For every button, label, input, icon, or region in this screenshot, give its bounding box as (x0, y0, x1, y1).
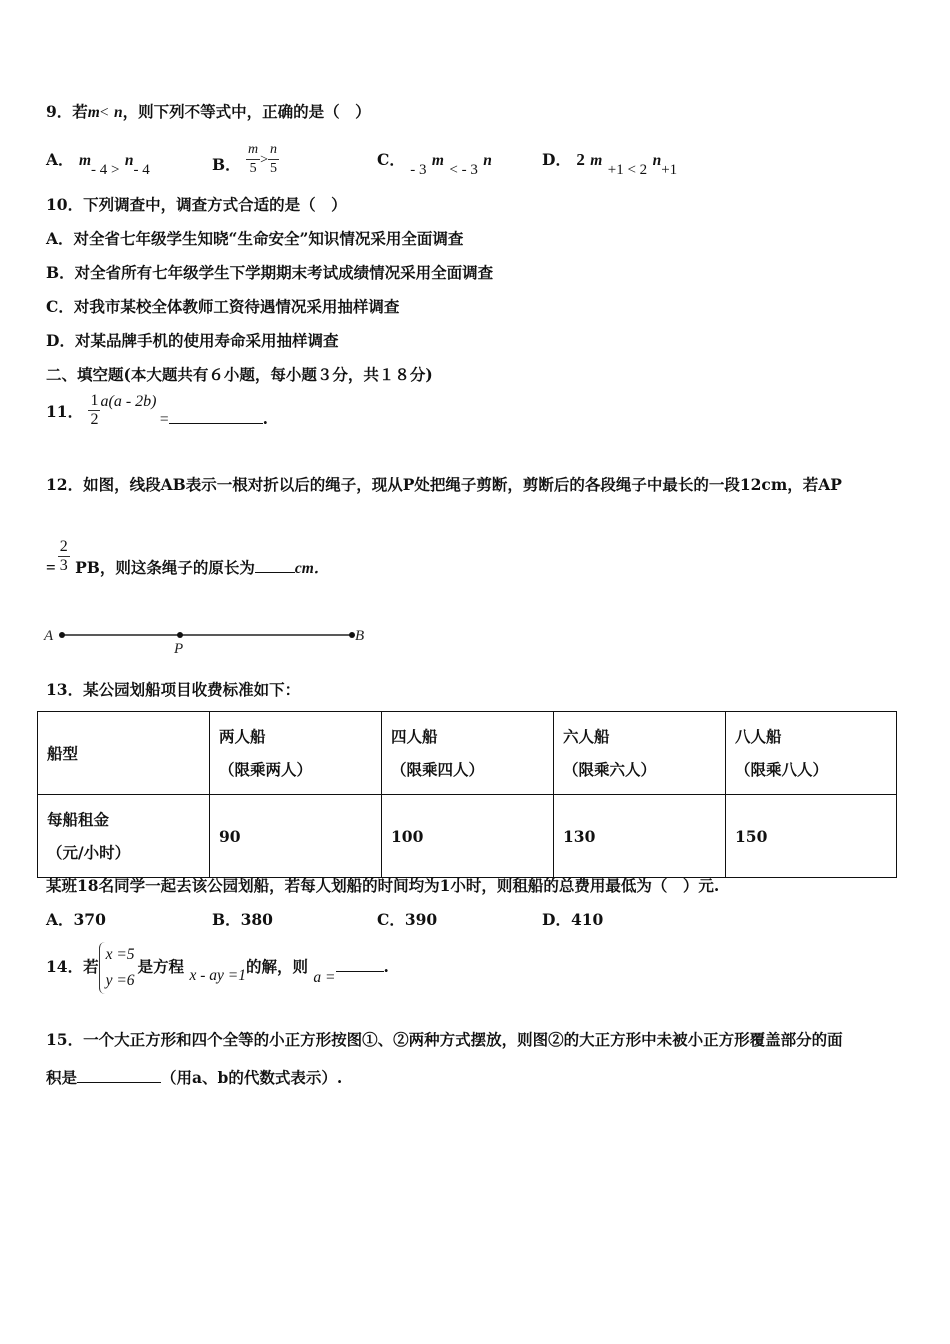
q15-answer-blank[interactable] (77, 1068, 161, 1083)
q10-option-c: C．对我市某校全体教师工资待遇情况采用抽样调查 (46, 297, 400, 316)
q10-stem: 10．下列调查中，调查方式合适的是（ ） (46, 195, 347, 214)
table-row (38, 795, 897, 878)
point-p-dot (177, 632, 183, 638)
q14-answer-blank[interactable] (336, 957, 384, 972)
q9-option-a: A． m- 4 > n- 4 (46, 150, 150, 178)
q15-line2: 积是 （用a、b的代数式表示）. (46, 1068, 343, 1087)
label-p: P (174, 641, 184, 657)
table-row (38, 712, 897, 795)
q10-option-a: A．对全省七年级学生知晓“生命安全”知识情况采用全面调查 (46, 229, 464, 248)
table-header-cell: 船型 (38, 712, 210, 795)
table-cell: 四人船 （限乘四人） (382, 712, 554, 795)
q9-stem: 9．若m< n，则下列不等式中，正确的是（ ） (46, 102, 371, 121)
equation-system: x =5 y =6 (99, 942, 135, 994)
label-a: A (44, 628, 54, 644)
table-cell: 六人船 （限乘六人） (554, 712, 726, 795)
q11-answer-blank[interactable] (169, 409, 263, 424)
q12-line1: 12．如图，线段AB表示一根对折以后的绳子，现从P处把绳子剪断，剪断后的各段绳子中最长的一段12cm，若AP (46, 475, 842, 494)
q13-option-b: B．380 (212, 910, 273, 929)
q9-option-c: C． - 3 m < - 3 n (377, 150, 492, 178)
section-title: 二、填空题(本大题共有６小题，每小题３分，共１８分) (46, 365, 433, 384)
label-b: B (355, 628, 365, 644)
q15-line1: 15．一个大正方形和四个全等的小正方形按图①、②两种方式摆放，则图②的大正方形中未被小正方形覆盖部分的面 (46, 1030, 843, 1049)
table-cell: 90 (210, 795, 382, 878)
table-cell: 八人船 （限乘八人） (726, 712, 897, 795)
table-cell: 100 (382, 795, 554, 878)
rope-figure (40, 620, 380, 660)
q10-option-b: B．对全省所有七年级学生下学期期末考试成绩情况采用全面调查 (46, 263, 494, 282)
q13-stem: 13．某公园划船项目收费标准如下： (46, 680, 301, 699)
q9-option-b: B． $\frac{m}{5}$ > $\frac{n}{5}$ (212, 142, 278, 176)
q13-option-a: A．370 (46, 910, 106, 929)
q13-question: 某班18名同学一起去该公园划船，若每人划船的时间均为1小时，则租船的总费用最低为（ ）元. (46, 876, 720, 895)
table-cell: 130 (554, 795, 726, 878)
q13-option-c: C．390 (377, 910, 438, 929)
q10-option-d: D．对某品牌手机的使用寿命采用抽样调查 (46, 331, 339, 350)
q12-line2: = $\frac{2}{3}$ PB，则这条绳子的原长为 cm． (46, 538, 330, 577)
fee-table (37, 711, 897, 878)
table-cell: 两人船 （限乘两人） (210, 712, 382, 795)
q13-option-d: D．410 (542, 910, 604, 929)
point-a-dot (59, 632, 65, 638)
q14: 14．若x =5 y =6是方程 x - ay =1的解，则 a =. (46, 942, 389, 994)
q9-option-d: D． 2 m +1 < 2 n+1 (542, 150, 678, 178)
table-cell: 150 (726, 795, 897, 878)
q12-answer-blank[interactable] (255, 558, 295, 573)
table-header-cell: 每船租金 （元/小时） (38, 795, 210, 878)
q11: 11． $\frac{1}{2}$ a(a - 2b) = . (46, 392, 269, 428)
